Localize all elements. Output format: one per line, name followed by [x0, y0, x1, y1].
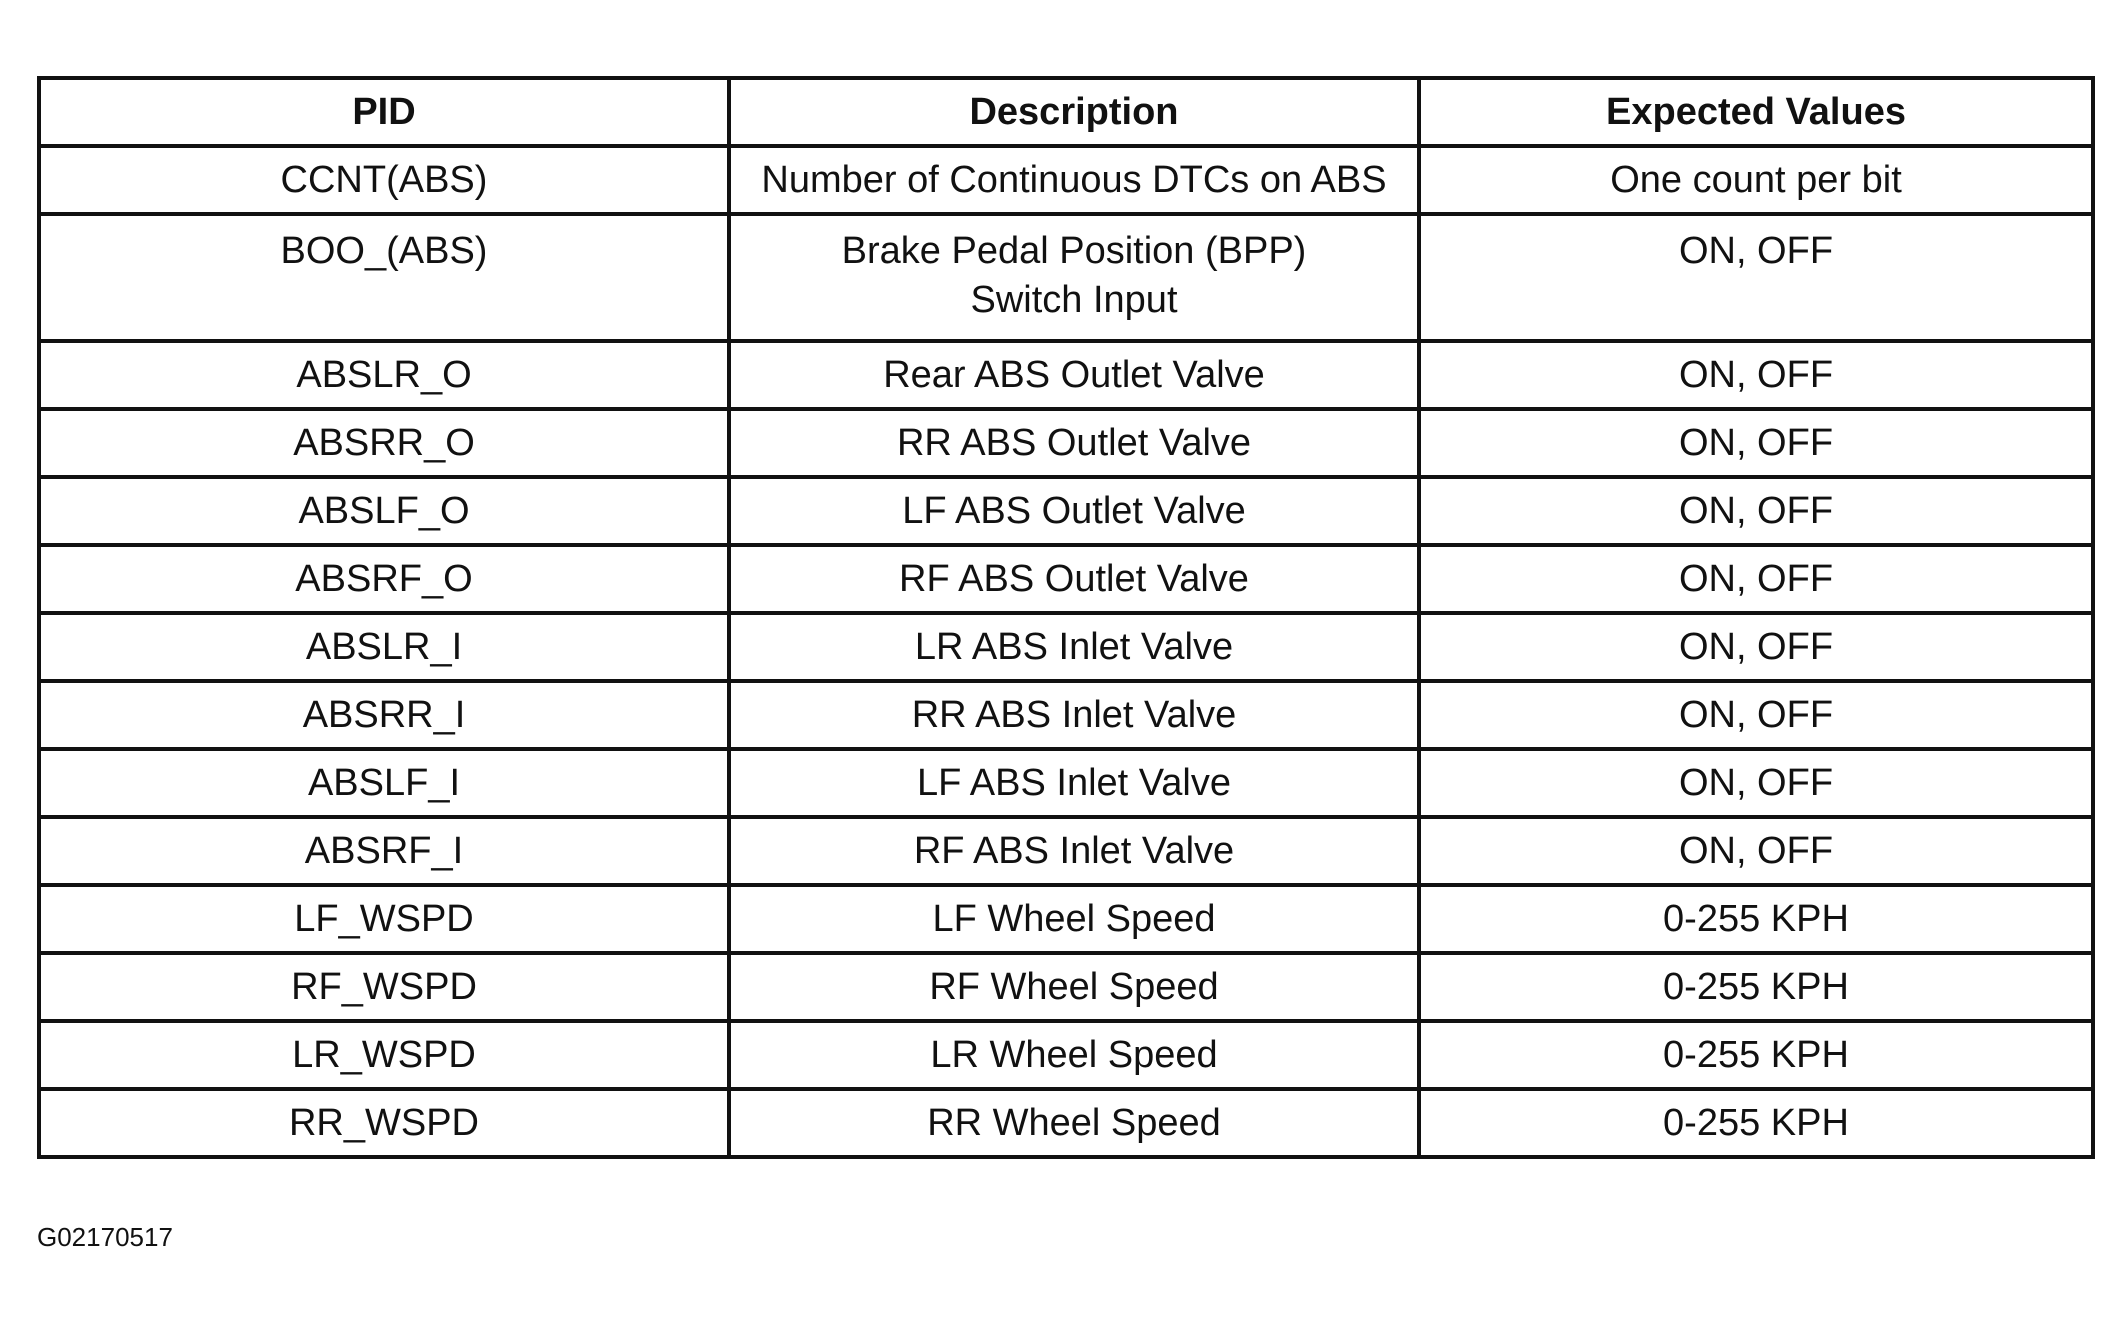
pid-table-container: [37, 76, 2091, 1159]
cell-pid: ABSLF_O: [39, 477, 729, 545]
table-row: [39, 681, 2093, 749]
cell-description: [729, 1089, 1419, 1157]
cell-expected-value: 0-255 KPH: [1419, 953, 2093, 1021]
cell-description: [729, 545, 1419, 613]
cell-expected-value: ON, OFF: [1419, 341, 2093, 409]
cell-pid: ABSLR_I: [39, 613, 729, 681]
cell-description: [729, 749, 1419, 817]
cell-pid: BOO_(ABS): [39, 214, 729, 341]
cell-description: [729, 681, 1419, 749]
table-row: [39, 409, 2093, 477]
description-line: RF ABS Outlet Valve: [899, 557, 1249, 600]
cell-expected-value: ON, OFF: [1419, 749, 2093, 817]
cell-description: [729, 817, 1419, 885]
table-body: [39, 146, 2093, 1157]
table-row: [39, 749, 2093, 817]
cell-pid: ABSRR_I: [39, 681, 729, 749]
description-line: LF Wheel Speed: [932, 897, 1216, 940]
description-line: Brake Pedal Position (BPP): [841, 230, 1307, 272]
cell-pid: ABSRR_O: [39, 409, 729, 477]
description-line: RR Wheel Speed: [927, 1101, 1221, 1144]
cell-expected-value: ON, OFF: [1419, 214, 2093, 341]
cell-description: [729, 214, 1419, 341]
cell-expected-value: 0-255 KPH: [1419, 1021, 2093, 1089]
table-row: [39, 146, 2093, 214]
cell-pid: RR_WSPD: [39, 1089, 729, 1157]
cell-expected-value: ON, OFF: [1419, 817, 2093, 885]
cell-pid: ABSLR_O: [39, 341, 729, 409]
cell-pid: LR_WSPD: [39, 1021, 729, 1089]
table-row: [39, 341, 2093, 409]
description-line: LF ABS Outlet Valve: [902, 489, 1246, 532]
table-row: [39, 885, 2093, 953]
cell-description: [729, 477, 1419, 545]
header-expected-values: Expected Values: [1419, 78, 2093, 146]
description-line: LR Wheel Speed: [930, 1033, 1218, 1076]
description-line: Switch Input: [970, 279, 1178, 321]
cell-description: [729, 613, 1419, 681]
cell-pid: ABSRF_I: [39, 817, 729, 885]
header-pid: PID: [39, 78, 729, 146]
cell-pid: ABSLF_I: [39, 749, 729, 817]
cell-expected-value: One count per bit: [1419, 146, 2093, 214]
cell-description: [729, 885, 1419, 953]
description-line: RR ABS Outlet Valve: [896, 421, 1252, 464]
table-row: [39, 817, 2093, 885]
description-line: LF ABS Inlet Valve: [916, 761, 1232, 804]
cell-description: [729, 341, 1419, 409]
cell-expected-value: 0-255 KPH: [1419, 885, 2093, 953]
description-line: LR ABS Inlet Valve: [914, 625, 1234, 668]
pid-table: [37, 76, 2095, 1159]
table-row: [39, 214, 2093, 341]
table-row: [39, 953, 2093, 1021]
cell-expected-value: 0-255 KPH: [1419, 1089, 2093, 1157]
table-row: [39, 1021, 2093, 1089]
description-line: Number of Continuous DTCs on ABS: [761, 158, 1387, 201]
cell-description: [729, 146, 1419, 214]
description-line: RF Wheel Speed: [929, 965, 1219, 1008]
cell-pid: RF_WSPD: [39, 953, 729, 1021]
description-line: RF ABS Inlet Valve: [913, 829, 1235, 872]
table-row: [39, 545, 2093, 613]
cell-expected-value: ON, OFF: [1419, 681, 2093, 749]
cell-expected-value: ON, OFF: [1419, 545, 2093, 613]
cell-description: [729, 409, 1419, 477]
cell-pid: CCNT(ABS): [39, 146, 729, 214]
table-row: [39, 477, 2093, 545]
cell-expected-value: ON, OFF: [1419, 409, 2093, 477]
cell-pid: ABSRF_O: [39, 545, 729, 613]
cell-pid: LF_WSPD: [39, 885, 729, 953]
cell-description: [729, 1021, 1419, 1089]
cell-description: [729, 953, 1419, 1021]
table-header-row: [39, 78, 2093, 146]
description-line: Rear ABS Outlet Valve: [883, 353, 1265, 396]
figure-id: G02170517: [37, 1222, 173, 1252]
cell-expected-value: ON, OFF: [1419, 613, 2093, 681]
cell-expected-value: ON, OFF: [1419, 477, 2093, 545]
table-row: [39, 1089, 2093, 1157]
header-description: Description: [729, 78, 1419, 146]
table-row: [39, 613, 2093, 681]
description-line: RR ABS Inlet Valve: [911, 693, 1237, 736]
